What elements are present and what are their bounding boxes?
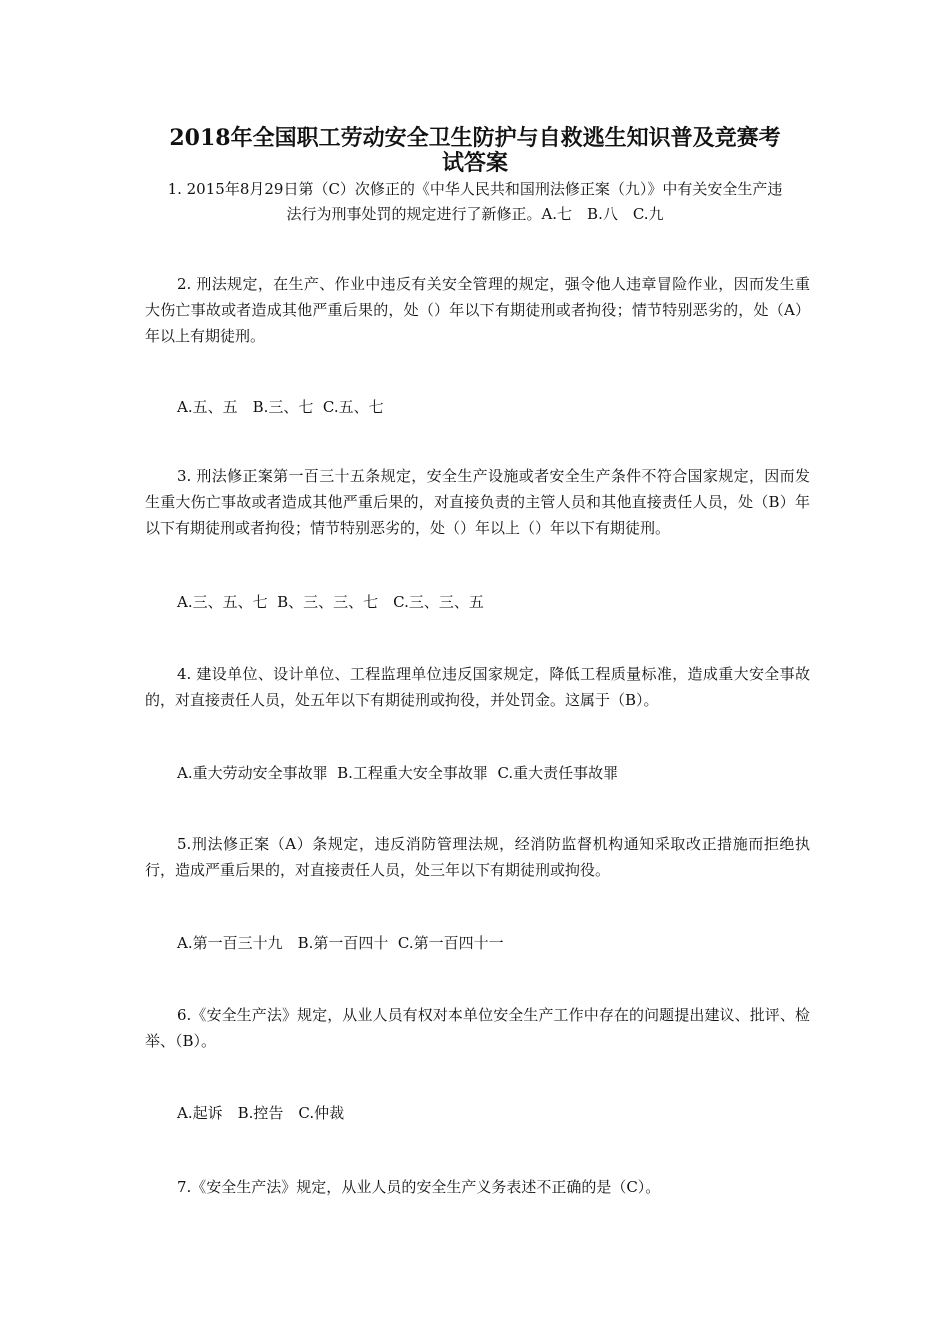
question-6-text: 6.《安全生产法》规定，从业人员有权对本单位安全生产工作中存在的问题提出建议、批评、检举、（B）。 (145, 1006, 810, 1050)
question-7-text: 7.《安全生产法》规定，从业人员的安全生产义务表述不正确的是（C）。 (177, 1178, 661, 1196)
question-5-options: A.第一百三十九 B.第一百四十 C.第一百四十一 (177, 934, 504, 952)
question-4-options: A.重大劳动安全事故罪 B.工程重大安全事故罪 C.重大责任事故罪 (177, 764, 619, 782)
question-1-line-1: 1. 2015年8月29日第（C）次修正的《中华人民共和国刑法修正案（九）》中有关安全生产违 (167, 180, 783, 198)
document-title-line-2: 试答案 (441, 150, 508, 176)
question-5-text: 5.刑法修正案（A）条规定，违反消防管理法规，经消防监督机构通知采取改正措施而拒绝执行，造成严重后果的，对直接责任人员，处三年以下有期徒刑或拘役。 (145, 835, 810, 879)
question-2-text: 2. 刑法规定，在生产、作业中违反有关安全管理的规定，强令他人违章冒险作业，因而发生重大伤亡事故或者造成其他严重后果的，处（）年以下有期徒刑或者拘役；情节特别恶劣的，处（A）年以上有期徒刑。 (145, 275, 810, 345)
question-2-options: A.五、五 B.三、七 C.五、七 (177, 398, 384, 416)
question-3-text: 3. 刑法修正案第一百三十五条规定，安全生产设施或者安全生产条件不符合国家规定，因而发生重大伤亡事故或者造成其他严重后果的，对直接负责的主管人员和其他直接责任人员，处（B）年以下有期徒刑或者拘役；情节特别恶劣的，处（）年以上（）年以下有期徒刑。 (145, 467, 810, 537)
question-6-options: A.起诉 B.控告 C.仲裁 (177, 1104, 345, 1122)
question-4-text: 4. 建设单位、设计单位、工程监理单位违反国家规定，降低工程质量标准，造成重大安全事故的，对直接责任人员，处五年以下有期徒刑或拘役，并处罚金。这属于（B）。 (145, 665, 810, 709)
question-1-line-2: 法行为刑事处罚的规定进行了新修正。A.七 B.八 C.九 (286, 205, 664, 223)
document-title-line-1: 2018年全国职工劳动安全卫生防护与自救逃生知识普及竞赛考 (169, 125, 781, 151)
question-3-options: A.三、五、七 B、三、三、七 C.三、三、五 (177, 593, 484, 611)
